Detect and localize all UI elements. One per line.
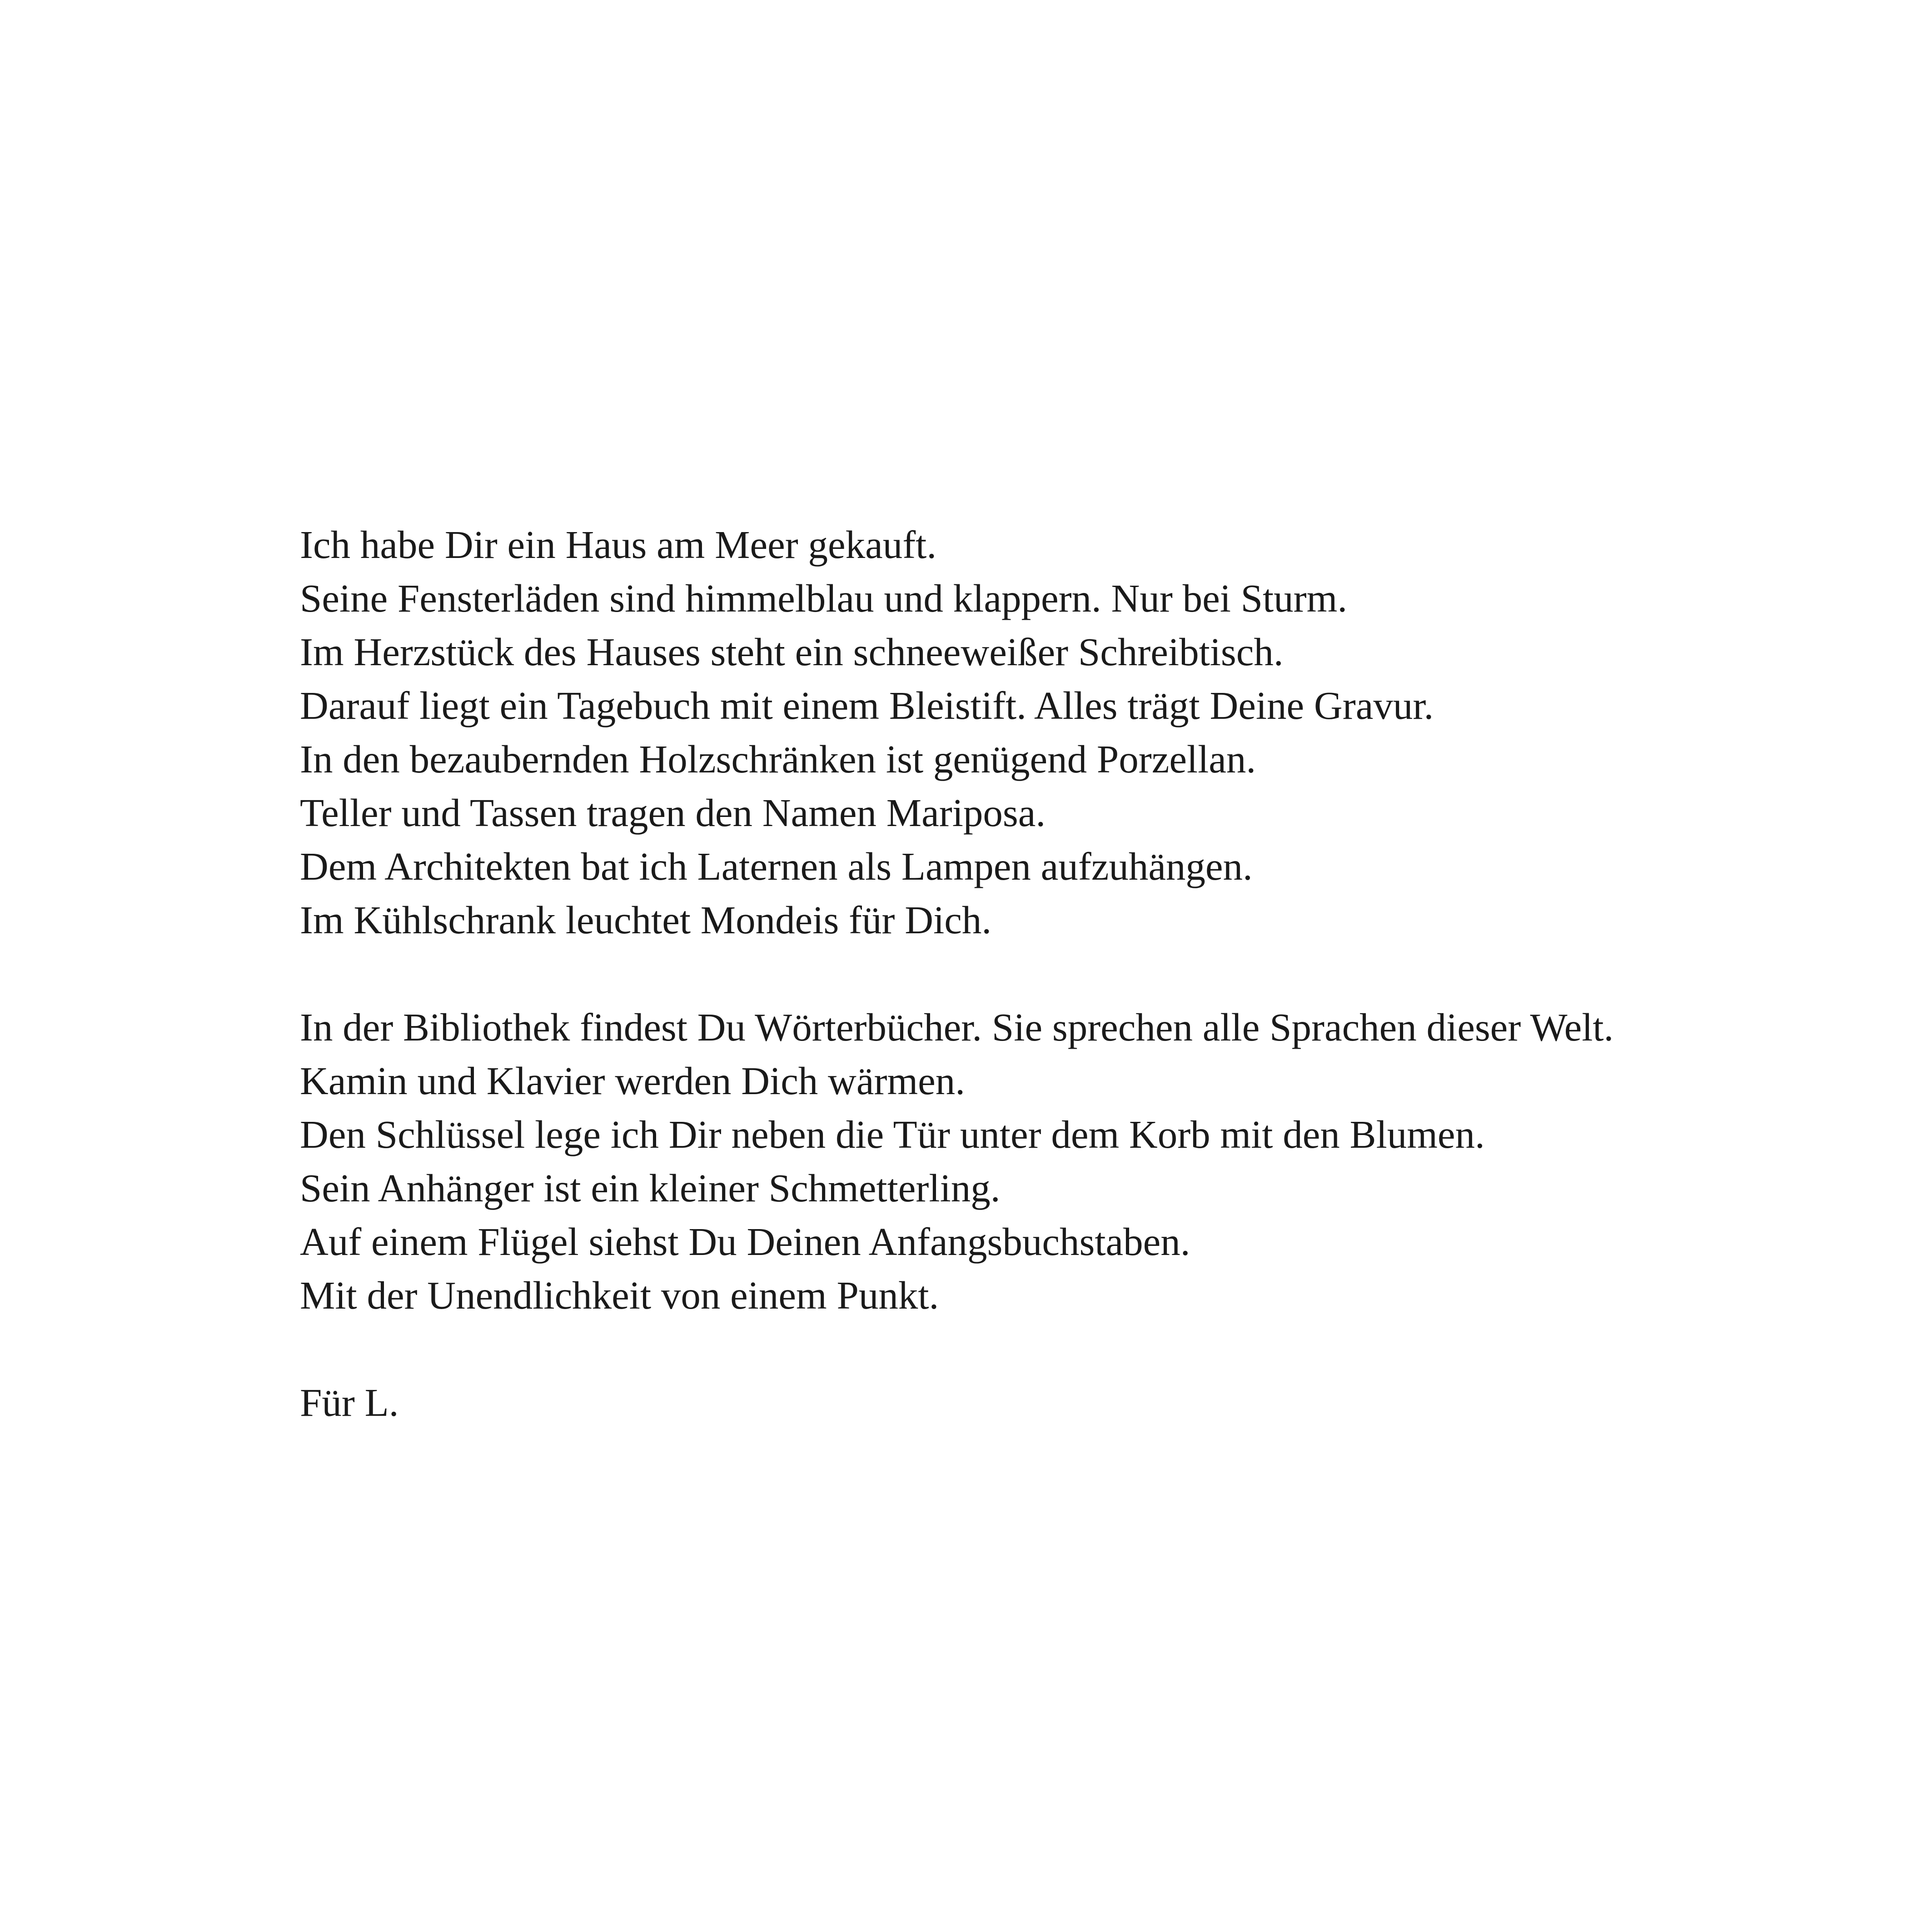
poem-line: Seine Fensterläden sind himmelblau und klappern. Nur bei Sturm. bbox=[300, 576, 1348, 620]
poem-line: Sein Anhänger ist ein kleiner Schmetterling. bbox=[300, 1166, 1001, 1210]
dedication-line: Für L. bbox=[300, 1380, 399, 1424]
stanza-1 bbox=[300, 518, 1799, 947]
stanza-2 bbox=[300, 1001, 1799, 1322]
poem-line: In der Bibliothek findest Du Wörterbücher. Sie sprechen alle Sprachen dieser Welt. bbox=[300, 1005, 1614, 1049]
poem-line: Auf einem Flügel siehst Du Deinen Anfangsbuchstaben. bbox=[300, 1220, 1190, 1264]
poem-text bbox=[300, 518, 1799, 1429]
poem-line: Im Herzstück des Hauses steht ein schneeweißer Schreibtisch. bbox=[300, 630, 1284, 674]
poem-line: Ich habe Dir ein Haus am Meer gekauft. bbox=[300, 523, 937, 567]
poem-line: Den Schlüssel lege ich Dir neben die Tür unter dem Korb mit den Blumen. bbox=[300, 1112, 1485, 1156]
poem-line: Teller und Tassen tragen den Namen Mariposa. bbox=[300, 791, 1046, 835]
poem-line: Im Kühlschrank leuchtet Mondeis für Dich. bbox=[300, 898, 992, 942]
poem-line: In den bezaubernden Holzschränken ist genügend Porzellan. bbox=[300, 737, 1256, 781]
poem-line: Mit der Unendlichkeit von einem Punkt. bbox=[300, 1273, 939, 1317]
poem-line: Darauf liegt ein Tagebuch mit einem Bleistift. Alles trägt Deine Gravur. bbox=[300, 683, 1434, 727]
poem-line: Dem Architekten bat ich Laternen als Lampen aufzuhängen. bbox=[300, 844, 1253, 888]
poem-line: Kamin und Klavier werden Dich wärmen. bbox=[300, 1059, 966, 1103]
dedication bbox=[300, 1376, 1799, 1429]
